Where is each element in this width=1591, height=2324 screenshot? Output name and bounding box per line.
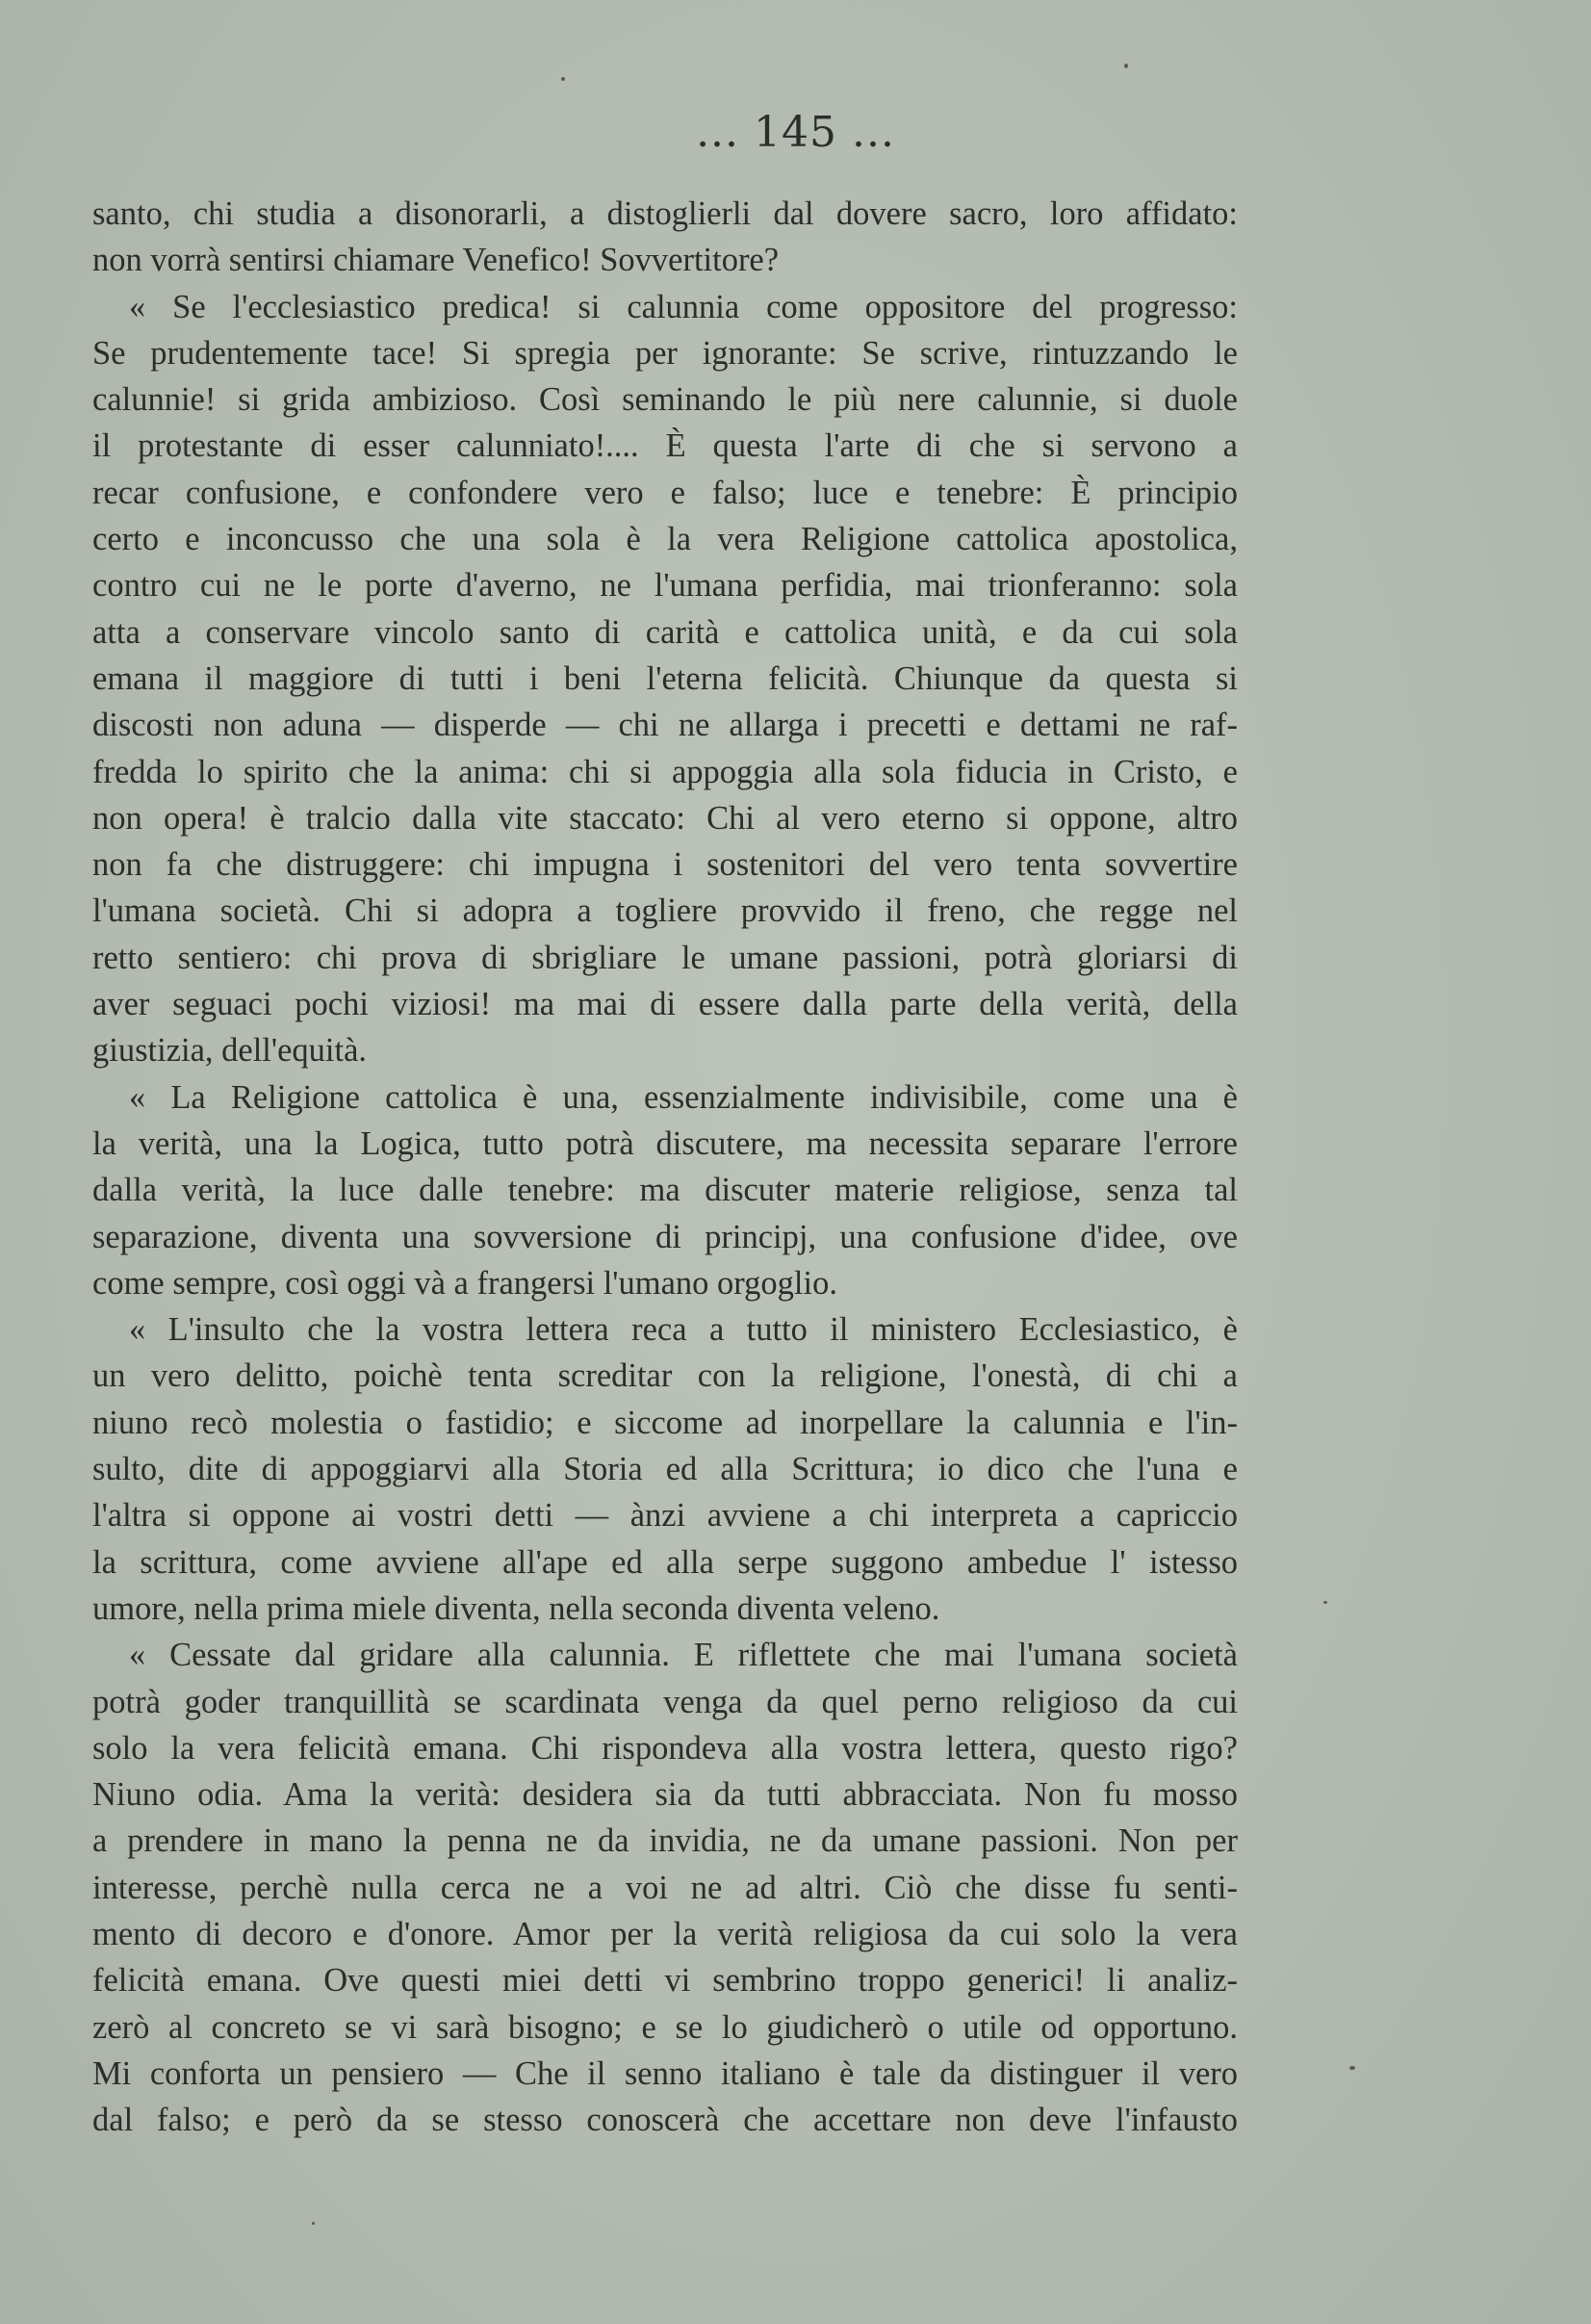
text-line: retto sentiero: chi prova di sbrigliare le umane passioni, potrà gloriarsi di [92, 939, 1238, 976]
text-line: Mi conforta un pensiero — Che il senno italiano è tale da distinguer il vero [92, 2054, 1238, 2092]
text-line: non vorrà sentirsi chiamare Venefico! Sovvertitore? [92, 242, 780, 279]
paper-speck [1349, 2066, 1355, 2070]
text-line: dal falso; e però da se stesso conoscerà che accettare non deve l'infausto [92, 2102, 1238, 2139]
text-line: un vero delitto, poichè tenta screditar con la religione, l'onestà, di chi a [92, 1357, 1238, 1395]
text-line: Niuno odia. Ama la verità: desidera sia da tutti abbracciata. Non fu mosso [92, 1776, 1238, 1814]
text-line: l'altra si oppone ai vostri detti — ànzi avviene a chi interpreta a capriccio [92, 1497, 1238, 1535]
text-line: mento di decoro e d'onore. Amor per la verità religiosa da cui solo la vera [92, 1915, 1238, 1952]
text-line: come sempre, così oggi và a frangersi l'umano orgoglio. [92, 1264, 837, 1302]
text-line: non fa che distruggere: chi impugna i sostenitori del vero tenta sovvertire [92, 846, 1238, 884]
text-line: emana il maggiore di tutti i beni l'eterna felicità. Chiunque da questa si [92, 659, 1238, 697]
text-line: fredda lo spirito che la anima: chi si appoggia alla sola fiducia in Cristo, e [92, 753, 1238, 790]
text-line: « L'insulto che la vostra lettera reca a tutto il ministero Ecclesiastico, è [129, 1311, 1238, 1349]
text-line: separazione, diventa una sovversione di principj, una confusione d'idee, ove [92, 1218, 1238, 1255]
text-line: discosti non aduna — disperde — chi ne allarga i precetti e dettami ne raf- [92, 707, 1238, 744]
paper-speck [312, 2222, 315, 2225]
text-line: contro cui ne le porte d'averno, ne l'umana perfidia, mai trionferanno: sola [92, 567, 1238, 605]
text-line: atta a conservare vincolo santo di carità e cattolica unità, e da cui sola [92, 613, 1238, 651]
text-line: potrà goder tranquillità se scardinata venga da quel perno religioso da cui [92, 1683, 1238, 1720]
text-line: il protestante di esser calunniato!.... È questa l'arte di che si servono a [92, 427, 1238, 465]
text-line: Se prudentemente tace! Si spregia per ignorante: Se scrive, rintuzzando le [92, 334, 1238, 372]
text-line: giustizia, dell'equità. [92, 1032, 368, 1070]
text-line: l'umana società. Chi si adopra a togliere provvido il freno, che regge nel [92, 892, 1238, 930]
text-line: calunnie! si grida ambizioso. Così seminando le più nere calunnie, si duole [92, 381, 1238, 419]
text-line: umore, nella prima miele diventa, nella seconda diventa veleno. [92, 1589, 940, 1627]
text-line: recar confusione, e confondere vero e falso; luce e tenebre: È principio [92, 474, 1238, 511]
text-line: niuno recò molestia o fastidio; e siccome ad inorpellare la calunnia e l'in- [92, 1404, 1238, 1441]
text-line: non opera! è tralcio dalla vite staccato: Chi al vero eterno si oppone, altro [92, 799, 1238, 837]
paper-speck [1323, 1601, 1327, 1604]
text-line: santo, chi studia a disonorarli, a distoglierli dal dovere sacro, loro affidato: [92, 195, 1238, 232]
paper-speck [1124, 64, 1128, 68]
text-line: la scrittura, come avviene all'ape ed alla serpe suggono ambedue l' istesso [92, 1543, 1238, 1581]
paper-speck [561, 77, 565, 81]
text-line: a prendere in mano la penna ne da invidia, ne da umane passioni. Non per [92, 1822, 1238, 1860]
text-line: solo la vera felicità emana. Chi rispondeva alla vostra lettera, questo rigo? [92, 1729, 1238, 1767]
text-line: aver seguaci pochi viziosi! ma mai di essere dalla parte della verità, della [92, 986, 1238, 1023]
text-line: « La Religione cattolica è una, essenzialmente indivisibile, come una è [129, 1078, 1238, 1116]
text-line: zerò al concreto se vi sarà bisogno; e se lo giudicherò o utile od opportuno. [92, 2008, 1238, 2046]
page-number-header: ... 145 ... [696, 108, 895, 157]
text-line: interesse, perchè nulla cerca ne a voi ne ad altri. Ciò che disse fu senti- [92, 1869, 1238, 1906]
text-line: certo e inconcusso che una sola è la vera Religione cattolica apostolica, [92, 521, 1238, 558]
text-line: felicità emana. Ove questi miei detti vi sembrino troppo generici! li analiz- [92, 1962, 1238, 2000]
text-line: la verità, una la Logica, tutto potrà discutere, ma necessita separare l'errore [92, 1124, 1238, 1162]
text-line: « Se l'ecclesiastico predica! si calunnia come oppositore del progresso: [129, 288, 1238, 325]
text-line: dalla verità, la luce dalle tenebre: ma discuter materie religiose, senza tal [92, 1172, 1238, 1209]
text-line: « Cessate dal gridare alla calunnia. E riflettete che mai l'umana società [129, 1637, 1238, 1674]
text-line: sulto, dite di appoggiarvi alla Storia ed alla Scrittura; io dico che l'una e [92, 1451, 1238, 1488]
page-body-text [92, 191, 1238, 2143]
